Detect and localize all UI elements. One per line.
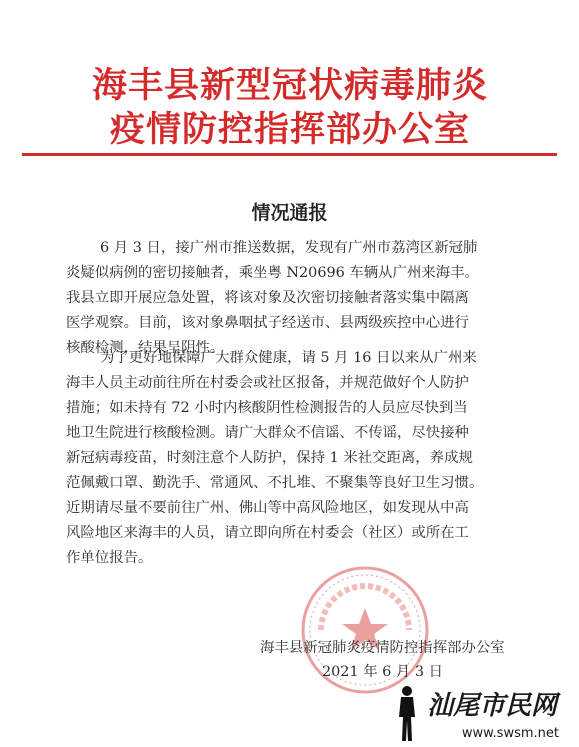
watermark-text: 汕尾市民网 bbox=[426, 691, 557, 721]
paragraph-1-line: 核酸检测，结果呈阴性。 bbox=[66, 340, 225, 356]
watermark-url: www.swsm.net bbox=[461, 726, 559, 741]
paragraph-2-line: 新冠病毒疫苗，时刻注意个人防护，保持 1 米社交距离，养成规 bbox=[66, 450, 473, 466]
paragraph-2-line: 地卫生院进行核酸检测。请广大群众不信谣、不传谣，尽快接种 bbox=[66, 425, 469, 441]
paragraph-2-line: 海丰人员主动前往所在村委会或社区报备，并规范做好个人防护 bbox=[66, 375, 469, 391]
paragraph-2-line: 措施；如未持有 72 小时内核酸阴性检测报告的人员应尽快到当 bbox=[66, 400, 468, 416]
person-silhouette-icon bbox=[393, 685, 421, 743]
paragraph-2-line: 近期请尽量不要前往广州、佛山等中高风险地区，如发现从中高 bbox=[66, 500, 469, 516]
notice-title: 情况通报 bbox=[251, 202, 328, 224]
paragraph-2-line: 为了更好地保障广大群众健康，请 5 月 16 日以来从广州来 bbox=[100, 350, 477, 366]
paragraph-2 bbox=[66, 346, 536, 571]
paragraph-1-line: 我县立即开展应急处置，将该对象及次密切接触者落实集中隔离 bbox=[66, 290, 469, 306]
paragraph-1-line: 医学观察。目前，该对象鼻咽拭子经送市、县两级疾控中心进行 bbox=[66, 315, 469, 331]
signature-organization: 海丰县新冠肺炎疫情防控指挥部办公室 bbox=[260, 640, 505, 656]
paragraph-2-line: 作单位报告。 bbox=[66, 550, 153, 566]
paragraph-1-line: 炎疑似病例的密切接触者，乘坐粤 N20696 车辆从广州来海丰。 bbox=[66, 265, 479, 281]
signature-date: 2021 年 6 月 3 日 bbox=[322, 664, 443, 680]
paragraph-2-line: 风险地区来海丰的人员，请立即向所在村委会（社区）或所在工 bbox=[66, 525, 469, 541]
paragraph-2-line: 范佩戴口罩、勤洗手、常通风、不扎堆、不聚集等良好卫生习惯。 bbox=[66, 475, 484, 491]
site-watermark bbox=[391, 683, 571, 743]
header-title-line2: 疫情防控指挥部办公室 bbox=[109, 110, 470, 150]
paragraph-1-line: 6 月 3 日，接广州市推送数据，发现有广州市荔湾区新冠肺 bbox=[100, 240, 478, 256]
paragraph-1 bbox=[66, 236, 536, 361]
header-title-line1: 海丰县新型冠状病毒肺炎 bbox=[91, 66, 488, 106]
header-divider bbox=[22, 153, 557, 156]
